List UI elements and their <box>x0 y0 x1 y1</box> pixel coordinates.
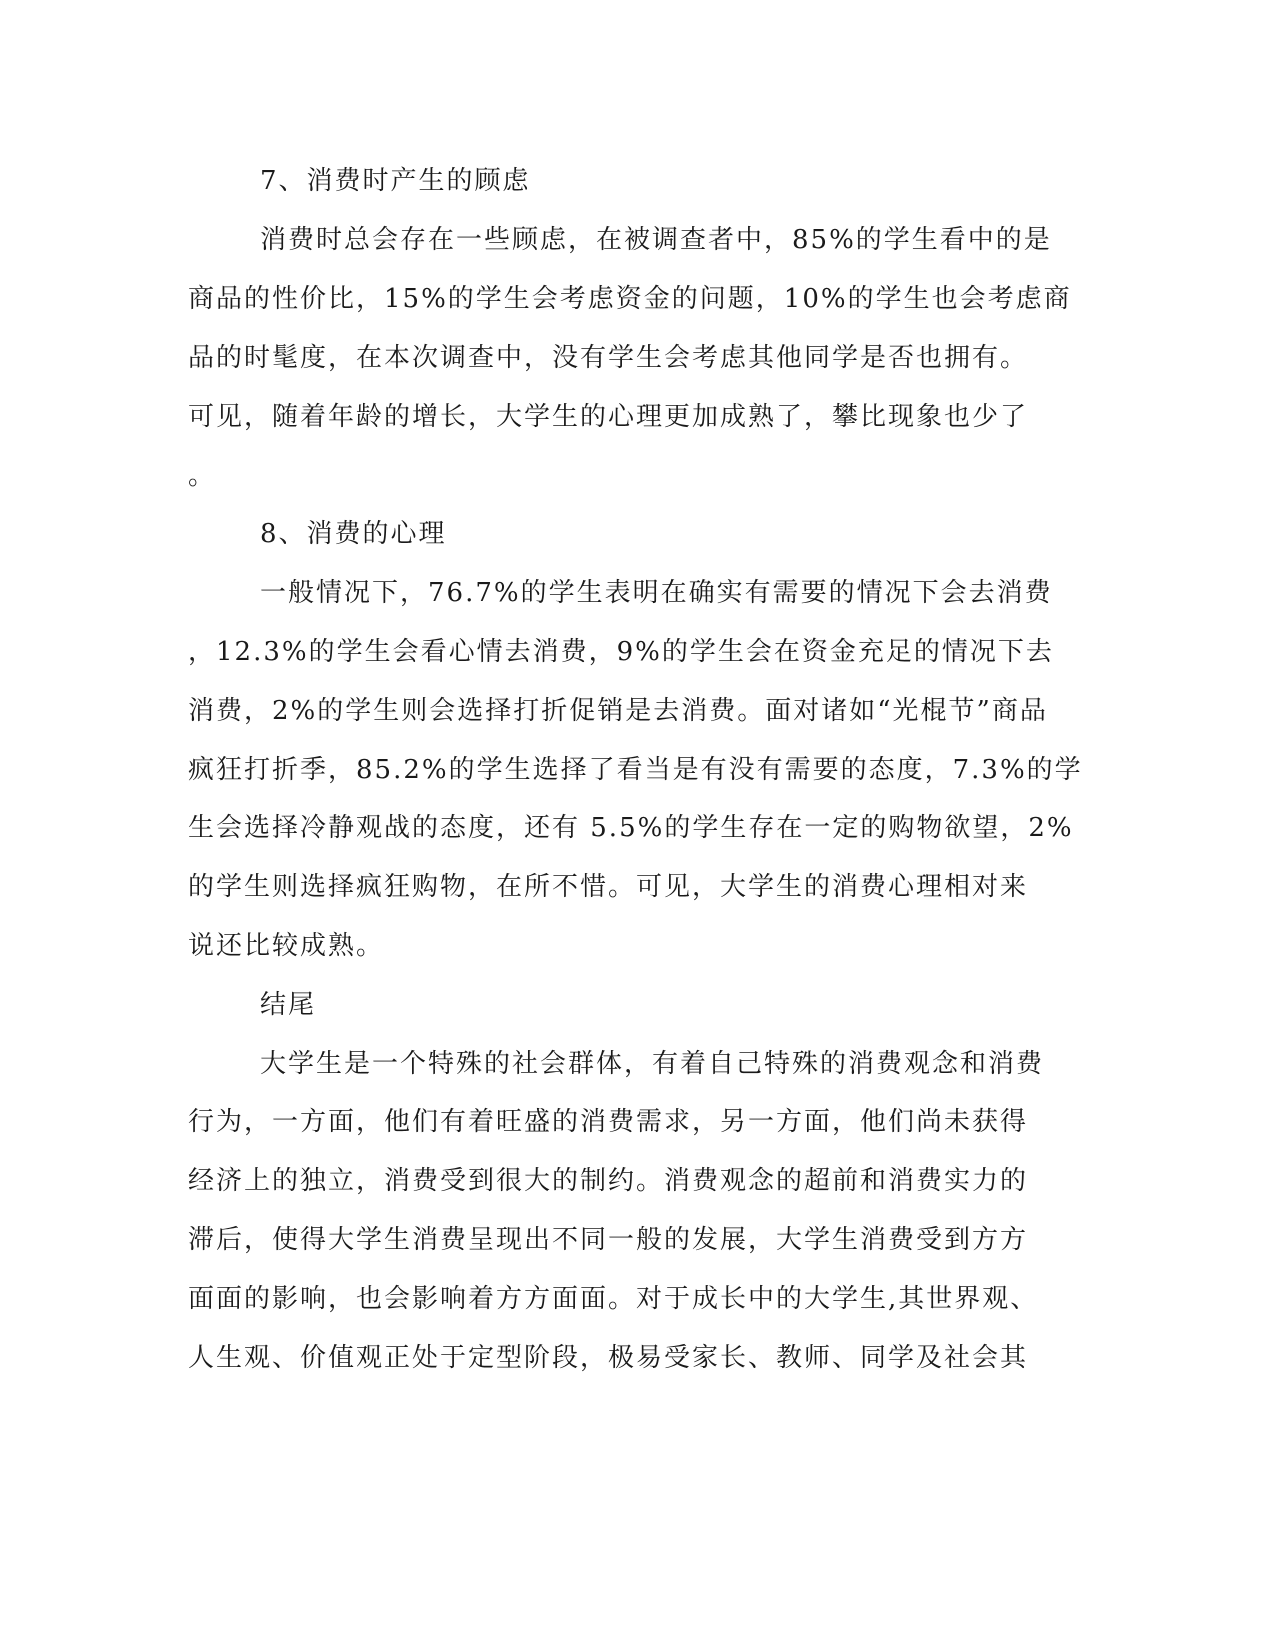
paragraph-line: 可见，随着年龄的增长，大学生的心理更加成熟了，攀比现象也少了 <box>188 402 1029 432</box>
paragraph-line: 人生观、价值观正处于定型阶段，极易受家长、教师、同学及社会其 <box>188 1343 1029 1373</box>
paragraph-line: 疯狂打折季，85.2%的学生选择了看当是有没有需要的态度，7.3%的学 <box>188 755 1083 785</box>
paragraph-line: 生会选择冷静观战的态度，还有 5.5%的学生存在一定的购物欲望，2% <box>188 813 1074 843</box>
paragraph-line: 滞后，使得大学生消费呈现出不同一般的发展，大学生消费受到方方 <box>188 1225 1029 1255</box>
paragraph-line: 消费，2%的学生则会选择打折促销是去消费。面对诸如“光棍节”商品 <box>188 696 1048 726</box>
paragraph-line: 面面的影响，也会影响着方方面面。对于成长中的大学生,其世界观、 <box>188 1284 1039 1314</box>
paragraph-line: 说还比较成熟。 <box>188 931 385 961</box>
paragraph-line: 商品的性价比，15%的学生会考虑资金的问题，10%的学生也会考虑商 <box>188 284 1072 314</box>
paragraph-line: ，12.3%的学生会看心情去消费，9%的学生会在资金充足的情况下去 <box>188 637 1054 667</box>
paragraph-line: 经济上的独立，消费受到很大的制约。消费观念的超前和消费实力的 <box>188 1166 1029 1196</box>
paragraph-line: 消费时总会存在一些顾虑，在被调查者中，85%的学生看中的是 <box>260 225 1052 255</box>
paragraph-line: 品的时髦度，在本次调查中，没有学生会考虑其他同学是否也拥有。 <box>188 343 1029 373</box>
section-heading-7: 7、消费时产生的顾虑 <box>260 166 531 196</box>
paragraph-line: 一般情况下，76.7%的学生表明在确实有需要的情况下会去消费 <box>260 578 1053 608</box>
paragraph-line: 大学生是一个特殊的社会群体，有着自己特殊的消费观念和消费 <box>260 1049 1045 1079</box>
section-heading-8: 8、消费的心理 <box>260 519 447 549</box>
paragraph-line: 行为，一方面，他们有着旺盛的消费需求，另一方面，他们尚未获得 <box>188 1107 1029 1137</box>
paragraph-line: 的学生则选择疯狂购物，在所不惜。可见，大学生的消费心理相对来 <box>188 872 1029 902</box>
paragraph-line: 。 <box>188 461 217 491</box>
section-heading-ending: 结尾 <box>260 990 317 1020</box>
